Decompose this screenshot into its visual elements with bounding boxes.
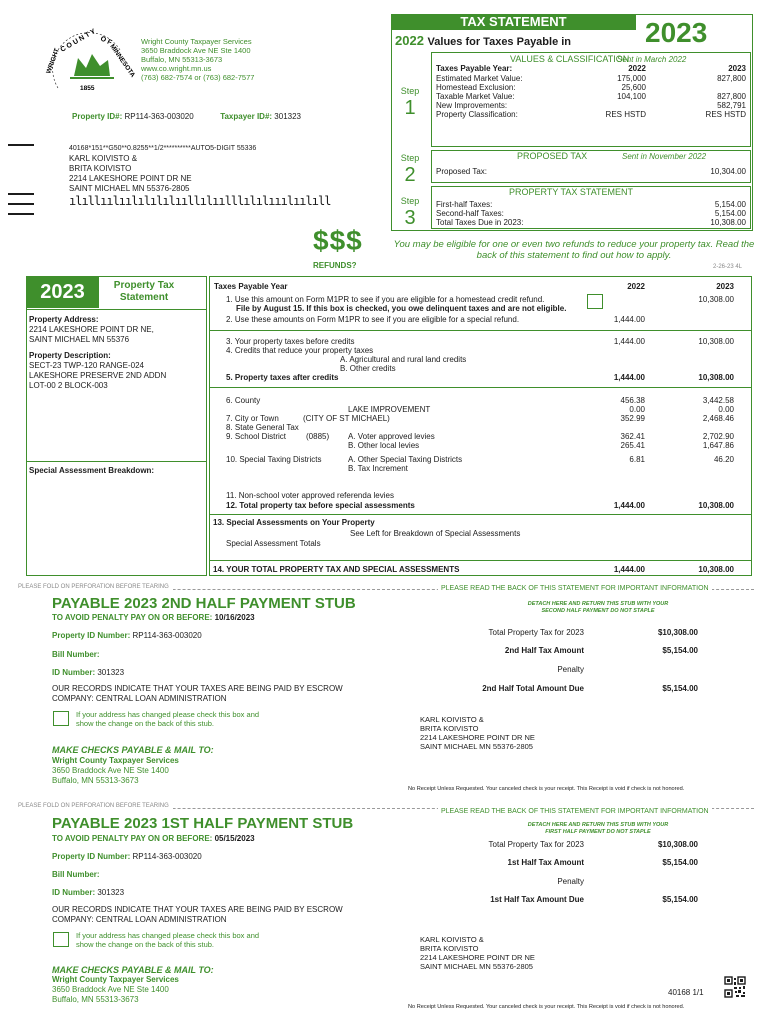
stub1-penalty	[52, 834, 255, 844]
agency-address1: 3650 Braddock Ave NE Ste 1400	[141, 46, 251, 55]
property-id-label: Property ID#:	[72, 112, 123, 121]
mailing-line1: KARL KOIVISTO &	[69, 154, 138, 163]
line-4: 4. Credits that reduce your property taxes	[226, 346, 374, 355]
step3-row	[436, 209, 748, 218]
property-description-line1: SECT-23 TWP-120 RANGE-024	[29, 361, 145, 370]
stub2-detach	[478, 601, 718, 615]
line-9b: B. Other local levies	[348, 441, 420, 450]
side-mark	[8, 144, 34, 146]
delinquent-checkbox[interactable]	[587, 294, 603, 309]
read-back-note: PLEASE READ THE BACK OF THIS STATEMENT FOR IMPORTANT INFORMATION	[438, 585, 712, 592]
step3-rows	[436, 200, 748, 227]
address-change-line1: If your address has changed please check this box and	[76, 710, 260, 719]
payer-line2: BRITA KOIVISTO	[420, 724, 479, 733]
agency-address2: Buffalo, MN 55313-3673	[141, 55, 223, 64]
stub1-total-label: Total Property Tax for 2023	[488, 840, 584, 849]
property-id-number-label: Property ID Number:	[52, 852, 131, 861]
refunds-symbol: $$$	[313, 225, 363, 256]
payer-line3: 2214 LAKESHORE POINT DR NE	[420, 733, 535, 742]
stub2-id-number	[52, 668, 124, 678]
payer-line1: KARL KOIVISTO &	[420, 715, 484, 724]
agency-web[interactable]: www.co.wright.mn.us	[141, 64, 212, 73]
step1-row	[436, 83, 748, 92]
row-label: Homestead Exclusion:	[436, 83, 516, 92]
line-6-value-2023: 3,442.58	[702, 396, 734, 405]
line-13-totals: Special Assessment Totals	[226, 539, 321, 548]
line-8: 8. State General Tax	[226, 423, 299, 432]
stub1-title: PAYABLE 2023 1ST HALF PAYMENT STUB	[52, 815, 354, 832]
escrow-line1: OUR RECORDS INDICATE THAT YOUR TAXES ARE BEING PAID BY ESCROW	[52, 684, 343, 693]
step3-row	[436, 200, 748, 209]
side-mark	[8, 193, 34, 195]
taxpayer-id-label: Taxpayer ID#:	[220, 112, 273, 121]
property-address	[29, 315, 205, 345]
stub1-mail-to	[52, 975, 272, 1005]
line-14-value-2022: 1,444.00	[613, 565, 645, 574]
stub1-address-change	[76, 931, 306, 949]
payer-line4: SAINT MICHAEL MN 55376-2805	[420, 742, 533, 751]
row-value-2023: RES HSTD	[705, 110, 746, 119]
row-value-2022: RES HSTD	[605, 110, 646, 119]
line-9a-value-2022: 362.41	[620, 432, 645, 441]
values-heading	[395, 33, 571, 50]
penalty-date: 05/15/2023	[214, 834, 255, 843]
line-6b-value-2023: 0.00	[718, 405, 734, 414]
stub2-penalty	[52, 613, 255, 623]
stub2-half-label: 2nd Half Tax Amount	[504, 646, 584, 655]
svg-text:O F: O F	[99, 35, 113, 47]
payer-line3: 2214 LAKESHORE POINT DR NE	[420, 953, 535, 962]
line-10a-value-2023: 46.20	[713, 455, 734, 464]
row-label: Total Taxes Due in 2023:	[436, 218, 524, 227]
detach-line2: SECOND HALF PAYMENT DO NOT STAPLE	[541, 608, 655, 614]
line-9: 9. School District	[226, 432, 287, 441]
postal-barcode: ılıllıılıılılılılııllılıılllılılııılıılıll	[69, 194, 331, 208]
step3-heading: PROPERTY TAX STATEMENT	[509, 187, 634, 197]
line-4a: A. Agricultural and rural land credits	[340, 355, 467, 364]
id-number-value: 301323	[97, 668, 125, 677]
property-id-line	[72, 112, 372, 122]
line-14: 14. YOUR TOTAL PROPERTY TAX AND SPECIAL ASSESSMENTS	[213, 565, 460, 574]
property-id-number-value: RP114-363-003020	[132, 631, 202, 640]
stub2-due-value: $5,154.00	[662, 684, 698, 693]
row-value-2023: 582,791	[717, 101, 746, 110]
svg-text:1855: 1855	[80, 85, 95, 92]
step1-rows	[436, 74, 748, 119]
stub2-receipt: No Receipt Unless Requested. Your canceled check is your receipt. This Receipt is void if check is not honored.	[408, 786, 685, 792]
escrow-line1: OUR RECORDS INDICATE THAT YOUR TAXES ARE BEING PAID BY ESCROW	[52, 905, 343, 914]
stub2-mail-to	[52, 756, 272, 786]
tax-table-col2: 2023	[716, 282, 734, 291]
payer-line2: BRITA KOIVISTO	[420, 944, 479, 953]
step1-row-header	[436, 64, 748, 74]
property-address-line2: SAINT MICHAEL MN 55376	[29, 335, 130, 344]
mail-to-address1: 3650 Braddock Ave NE Ste 1400	[52, 766, 169, 775]
penalty-label: TO AVOID PENALTY PAY ON OR BEFORE:	[52, 834, 213, 843]
stub2-half-value: $5,154.00	[662, 646, 698, 655]
escrow-line2: COMPANY: CENTRAL LOAN ADMINISTRATION	[52, 694, 227, 703]
mail-to-address2: Buffalo, MN 55313-3673	[52, 995, 139, 1004]
line-13-note: See Left for Breakdown of Special Assessments	[350, 529, 521, 538]
mailing-line2: BRITA KOIVISTO	[69, 164, 132, 173]
address-change-line2: show the change on the back of this stub.	[76, 719, 215, 728]
row-value-2023: 827,800	[717, 92, 746, 101]
left-panel-title: Property Tax Statement	[113, 280, 175, 303]
row-divider	[209, 387, 752, 388]
perforation-note: PLEASE FOLD ON PERFORATION BEFORE TEARING	[18, 803, 173, 809]
step-number: 2	[404, 164, 416, 186]
address-change-checkbox[interactable]	[53, 711, 69, 726]
step2-sent: Sent in November 2022	[622, 152, 707, 161]
tax-statement-title: TAX STATEMENT	[391, 14, 636, 30]
stub2-address-change	[76, 710, 306, 728]
stub2-penalty-row: Penalty	[557, 665, 584, 674]
row-value-2022: 104,100	[617, 92, 646, 101]
stub1-receipt: No Receipt Unless Requested. Your canceled check is your receipt. This Receipt is void if check is not honored.	[408, 1004, 685, 1010]
tax-table-header: Taxes Payable Year	[214, 282, 288, 291]
row-divider	[209, 330, 752, 331]
refunds-label: REFUNDS?	[313, 261, 357, 270]
row-value: 10,308.00	[710, 218, 746, 227]
line-9b-value-2023: 1,647.86	[702, 441, 734, 450]
line-10a: A. Other Special Taxing Districts	[348, 455, 463, 464]
line-6b-value-2022: 0.00	[629, 405, 645, 414]
mail-to-address1: 3650 Braddock Ave NE Ste 1400	[52, 985, 169, 994]
step-label: Step	[400, 196, 420, 206]
refunds-message: You may be eligible for one or even two refunds to reduce your property tax. Read the back of this statement to find out how to apply.	[393, 239, 755, 261]
stub2-make-checks: MAKE CHECKS PAYABLE & MAIL TO:	[52, 745, 214, 755]
stub1-half-label: 1st Half Tax Amount	[507, 858, 584, 867]
stub2-title: PAYABLE 2023 2ND HALF PAYMENT STUB	[52, 595, 356, 612]
line-5-value-2023: 10,308.00	[698, 373, 734, 382]
stub1-half-value: $5,154.00	[662, 858, 698, 867]
address-change-checkbox[interactable]	[53, 932, 69, 947]
address-change-line2: show the change on the back of this stub.	[76, 940, 215, 949]
line-9-district: (0885)	[306, 432, 330, 441]
stub2-bill-number: Bill Number:	[52, 650, 100, 659]
agency-phone: (763) 682-7574 or (763) 682-7577	[141, 73, 255, 82]
svg-text:WRIGHT: WRIGHT	[45, 47, 61, 75]
line-9b-value-2022: 265.41	[620, 441, 645, 450]
line-10b: B. Tax Increment	[348, 464, 408, 473]
line-12-value-2022: 1,444.00	[613, 501, 645, 510]
stub2-due-label: 2nd Half Total Amount Due	[482, 684, 584, 693]
penalty-date: 10/16/2023	[214, 613, 255, 622]
row-value: 5,154.00	[714, 200, 746, 209]
line-4b: B. Other credits	[340, 364, 396, 373]
payer-line4: SAINT MICHAEL MN 55376-2805	[420, 962, 533, 971]
mail-to-name: Wright County Taxpayer Services	[52, 975, 179, 984]
detach-line2: FIRST HALF PAYMENT DO NOT STAPLE	[545, 829, 651, 835]
property-id-number-value: RP114-363-003020	[132, 852, 202, 861]
line-1-value-2023: 10,308.00	[698, 295, 734, 304]
line-10a-value-2022: 6.81	[629, 455, 645, 464]
payer-line1: KARL KOIVISTO &	[420, 935, 484, 944]
values-text: Values for Taxes Payable in	[427, 36, 572, 48]
stub1-id-number	[52, 888, 124, 898]
step1-row	[436, 74, 748, 83]
step-label: Step	[400, 153, 420, 163]
county-seal	[45, 28, 137, 96]
line-3: 3. Your property taxes before credits	[226, 337, 355, 346]
row-label: Second-half Taxes:	[436, 209, 504, 218]
property-description-label: Property Description:	[29, 351, 111, 360]
mail-to-address2: Buffalo, MN 55313-3673	[52, 776, 139, 785]
stub2-total-value: $10,308.00	[657, 628, 698, 637]
mailing-line4: SAINT MICHAEL MN 55376-2805	[69, 184, 190, 193]
row-value: 5,154.00	[714, 209, 746, 218]
col-2023: 2023	[728, 64, 746, 73]
row-value-2023: 827,800	[717, 74, 746, 83]
step2-row	[436, 167, 748, 177]
property-address-line1: 2214 LAKESHORE POINT DR NE,	[29, 325, 154, 334]
special-assessment-label: Special Assessment Breakdown:	[29, 466, 155, 475]
property-address-label: Property Address:	[29, 315, 99, 324]
step1-row	[436, 110, 748, 119]
refunds-code: 2-26-23 4L	[713, 264, 743, 270]
property-description-line3: LOT-00 2 BLOCK-003	[29, 381, 108, 390]
row-label: New Improvements:	[436, 101, 508, 110]
line-12-value-2023: 10,308.00	[698, 501, 734, 510]
stub1-detach	[478, 822, 718, 836]
row-divider	[209, 560, 752, 561]
mailing-block	[69, 144, 369, 206]
step-label: Step	[400, 86, 420, 96]
stub1-make-checks: MAKE CHECKS PAYABLE & MAIL TO:	[52, 965, 214, 975]
id-number-value: 301323	[97, 888, 125, 897]
line-7-value-2023: 2,468.46	[702, 414, 734, 423]
stub2-payer	[420, 715, 620, 751]
line-1a: 1. Use this amount on Form M1PR to see if you are eligible for a homestead credit refund.	[226, 295, 545, 304]
stub1-due-label: 1st Half Tax Amount Due	[490, 895, 584, 904]
escrow-line2: COMPANY: CENTRAL LOAN ADMINISTRATION	[52, 915, 227, 924]
values-prefix-year: 2022	[395, 33, 424, 48]
mail-to-name: Wright County Taxpayer Services	[52, 756, 179, 765]
line-3-value-2022: 1,444.00	[613, 337, 645, 346]
step1-heading: VALUES & CLASSIFICATION	[510, 54, 630, 64]
left-panel-divider	[26, 461, 207, 462]
row-label: Estimated Market Value:	[436, 74, 523, 83]
step2-heading: PROPOSED TAX	[517, 151, 588, 161]
stub2-property-id	[52, 631, 202, 641]
left-panel-divider	[26, 309, 207, 310]
step1-sent: Sent in March 2022	[617, 55, 687, 64]
property-id-value: RP114-363-003020	[124, 112, 194, 121]
proposed-tax-value: 10,304.00	[710, 167, 746, 176]
taxpayer-id-value: 301323	[274, 112, 301, 121]
row-label: Taxable Market Value:	[436, 92, 515, 101]
step3-label	[392, 196, 428, 229]
detach-line1: DETACH HERE AND RETURN THIS STUB WITH YOUR	[527, 822, 669, 828]
stub1-total-value: $10,308.00	[657, 840, 698, 849]
line-7-city: (CITY OF ST MICHAEL)	[303, 414, 390, 423]
page-code: 40168 1/1	[668, 988, 704, 997]
line-6-value-2022: 456.38	[620, 396, 645, 405]
stub1-penalty-row: Penalty	[557, 877, 584, 886]
stub1-bill-number: Bill Number:	[52, 870, 100, 879]
mailing-code: 40168*151**G50**0.8255**1/2**********AUTO5-DIGIT 55336	[69, 145, 257, 152]
line-9a: A. Voter approved levies	[348, 432, 435, 441]
id-number-label: ID Number:	[52, 888, 96, 897]
read-back-note: PLEASE READ THE BACK OF THIS STATEMENT FOR IMPORTANT INFORMATION	[438, 808, 712, 815]
line-2-value-2022: 1,444.00	[613, 315, 645, 324]
agency-block	[141, 37, 311, 82]
row-divider	[209, 514, 752, 515]
line-7: 7. City or Town	[226, 414, 279, 423]
address-change-line1: If your address has changed please check this box and	[76, 931, 260, 940]
stub1-escrow	[52, 905, 432, 925]
agency-name: Wright County Taxpayer Services	[141, 37, 252, 46]
svg-text:C O U N T Y: C O U N T Y	[59, 28, 97, 54]
line-12: 12. Total property tax before special assessments	[226, 501, 415, 510]
id-number-label: ID Number:	[52, 668, 96, 677]
row-value-2022: 175,000	[617, 74, 646, 83]
line-5-value-2022: 1,444.00	[613, 373, 645, 382]
side-mark	[8, 213, 34, 215]
property-description	[29, 351, 205, 391]
line-6: 6. County	[226, 396, 261, 405]
detach-line1: DETACH HERE AND RETURN THIS STUB WITH YOUR	[527, 601, 669, 607]
left-panel-year: 2023	[26, 276, 99, 308]
line-9a-value-2023: 2,702.90	[702, 432, 734, 441]
mailing-line3: 2214 LAKESHORE POINT DR NE	[69, 174, 192, 183]
step3-row	[436, 218, 748, 227]
stub2-escrow	[52, 684, 432, 704]
line-14-value-2023: 10,308.00	[698, 565, 734, 574]
step1-row	[436, 101, 748, 110]
taxes-payable-year-label: Taxes Payable Year:	[436, 64, 513, 73]
penalty-label: TO AVOID PENALTY PAY ON OR BEFORE:	[52, 613, 213, 622]
tax-table-col1: 2022	[627, 282, 645, 291]
step1-row	[436, 92, 748, 101]
step-number: 3	[404, 207, 416, 229]
line-2: 2. Use these amounts on Form M1PR to see if you are eligible for a special refund.	[226, 315, 520, 324]
line-10: 10. Special Taxing Districts	[226, 455, 322, 464]
line-3-value-2023: 10,308.00	[698, 337, 734, 346]
stub2-total-label: Total Property Tax for 2023	[488, 628, 584, 637]
stub1-due-value: $5,154.00	[662, 895, 698, 904]
row-value-2022: 25,600	[621, 83, 646, 92]
stub1-payer	[420, 935, 620, 971]
perforation-note: PLEASE FOLD ON PERFORATION BEFORE TEARING	[18, 584, 173, 590]
side-mark	[8, 203, 34, 205]
line-7-value-2022: 352.99	[620, 414, 645, 423]
proposed-tax-label: Proposed Tax:	[436, 167, 487, 176]
col-2022: 2022	[628, 64, 646, 73]
step-number: 1	[404, 97, 416, 119]
svg-text:MINNESOTA: MINNESOTA	[108, 43, 137, 79]
line-5: 5. Property taxes after credits	[226, 373, 339, 382]
step2-label	[392, 153, 428, 186]
line-1b: File by August 15. If this box is checked, you owe delinquent taxes and are not eligible.	[236, 304, 567, 313]
property-id-number-label: Property ID Number:	[52, 631, 131, 640]
line-11: 11. Non-school voter approved referenda levies	[226, 491, 394, 500]
step1-label	[392, 86, 428, 119]
row-label: Property Classification:	[436, 110, 518, 119]
line-13: 13. Special Assessments on Your Property	[213, 518, 375, 527]
stub1-property-id	[52, 852, 202, 862]
qr-code-icon	[724, 976, 746, 998]
statement-year: 2023	[645, 17, 708, 48]
line-6b: LAKE IMPROVEMENT	[348, 405, 431, 414]
row-label: First-half Taxes:	[436, 200, 493, 209]
property-description-line2: LAKESHORE PRESERVE 2ND ADDN	[29, 371, 167, 380]
